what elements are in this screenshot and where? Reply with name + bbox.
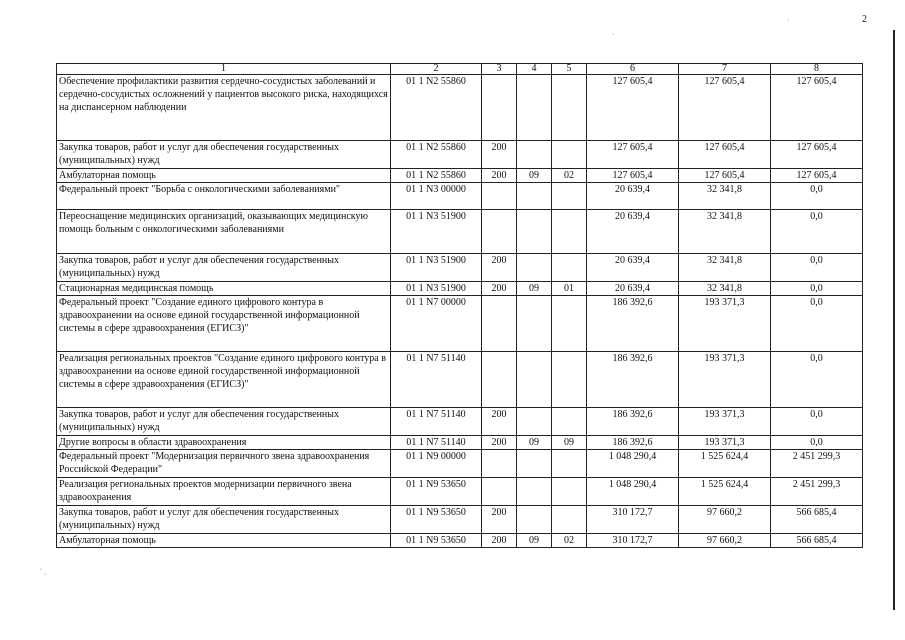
row-name-cell: Закупка товаров, работ и услуг для обеспечения государственных (муниципальных) нужд (57, 254, 391, 282)
row-value-2024-cell: 566 685,4 (771, 506, 863, 534)
row-expense-type-cell (482, 183, 517, 210)
row-section-cell (517, 210, 552, 254)
row-value-2023-cell: 193 371,3 (679, 436, 771, 450)
scan-speck: ׳ ˎ (40, 566, 47, 575)
row-value-2022-cell: 186 392,6 (587, 352, 679, 408)
row-value-2023-cell: 127 605,4 (679, 75, 771, 141)
row-code-cell: 01 1 N7 51140 (391, 352, 482, 408)
row-expense-type-cell: 200 (482, 254, 517, 282)
table-row (57, 169, 863, 183)
table-row (57, 478, 863, 506)
row-name-cell: Реализация региональных проектов "Создание единого цифрового контура в здравоохранении на основе единой государственной информационной системы в сфере здравоохранения (ЕГИСЗ)" (57, 352, 391, 408)
table-row (57, 296, 863, 352)
row-value-2023-cell: 1 525 624,4 (679, 478, 771, 506)
table-row (57, 254, 863, 282)
row-code-cell: 01 1 N3 51900 (391, 210, 482, 254)
row-code-cell: 01 1 N3 51900 (391, 254, 482, 282)
row-section-cell: 09 (517, 282, 552, 296)
row-code-cell: 01 1 N2 55860 (391, 141, 482, 169)
row-code-cell: 01 1 N3 51900 (391, 282, 482, 296)
budget-table (56, 63, 863, 548)
row-subsection-cell (552, 478, 587, 506)
row-value-2023-cell: 97 660,2 (679, 506, 771, 534)
table-row (57, 210, 863, 254)
row-value-2024-cell: 0,0 (771, 254, 863, 282)
row-value-2022-cell: 20 639,4 (587, 210, 679, 254)
header-cell: 2 (391, 64, 482, 75)
row-value-2022-cell: 127 605,4 (587, 141, 679, 169)
row-section-cell (517, 296, 552, 352)
header-cell: 5 (552, 64, 587, 75)
row-section-cell (517, 408, 552, 436)
row-section-cell (517, 450, 552, 478)
table-row (57, 75, 863, 141)
row-subsection-cell (552, 450, 587, 478)
table-row (57, 534, 863, 548)
row-section-cell: 09 (517, 534, 552, 548)
row-code-cell: 01 1 N7 51140 (391, 436, 482, 450)
row-value-2022-cell: 310 172,7 (587, 534, 679, 548)
row-subsection-cell: 09 (552, 436, 587, 450)
row-name-cell: Амбулаторная помощь (57, 534, 391, 548)
row-expense-type-cell: 200 (482, 506, 517, 534)
scan-speck: · (612, 30, 615, 39)
row-name-cell: Стационарная медицинская помощь (57, 282, 391, 296)
row-code-cell: 01 1 N9 53650 (391, 506, 482, 534)
row-value-2022-cell: 186 392,6 (587, 436, 679, 450)
row-expense-type-cell (482, 75, 517, 141)
row-subsection-cell: 02 (552, 169, 587, 183)
row-name-cell: Обеспечение профилактики развития сердечно-сосудистых заболеваний и сердечно-сосудистых осложнений у пациентов высокого риска, находящихся на диспансерном наблюдении (57, 75, 391, 141)
row-name-cell: Переоснащение медицинских организаций, оказывающих медицинскую помощь больным с онкологическими заболеваниями (57, 210, 391, 254)
row-value-2024-cell: 0,0 (771, 352, 863, 408)
row-value-2024-cell: 0,0 (771, 210, 863, 254)
table-row (57, 436, 863, 450)
row-section-cell: 09 (517, 436, 552, 450)
row-value-2023-cell: 32 341,8 (679, 183, 771, 210)
row-name-cell: Федеральный проект "Создание единого цифрового контура в здравоохранении на основе единой государственной информационной системы в сфере здравоохранения (ЕГИСЗ)" (57, 296, 391, 352)
row-value-2023-cell: 32 341,8 (679, 282, 771, 296)
row-code-cell: 01 1 N7 00000 (391, 296, 482, 352)
row-subsection-cell (552, 183, 587, 210)
row-expense-type-cell (482, 478, 517, 506)
row-name-cell: Федеральный проект "Борьба с онкологическими заболеваниями" (57, 183, 391, 210)
row-value-2023-cell: 32 341,8 (679, 210, 771, 254)
row-value-2022-cell: 1 048 290,4 (587, 478, 679, 506)
row-section-cell (517, 506, 552, 534)
header-cell: 7 (679, 64, 771, 75)
row-subsection-cell (552, 408, 587, 436)
row-value-2023-cell: 32 341,8 (679, 254, 771, 282)
table-header-row (57, 64, 863, 75)
row-value-2022-cell: 186 392,6 (587, 408, 679, 436)
row-value-2024-cell: 0,0 (771, 282, 863, 296)
row-name-cell: Закупка товаров, работ и услуг для обеспечения государственных (муниципальных) нужд (57, 506, 391, 534)
row-value-2023-cell: 1 525 624,4 (679, 450, 771, 478)
row-value-2023-cell: 193 371,3 (679, 296, 771, 352)
row-code-cell: 01 1 N3 00000 (391, 183, 482, 210)
row-value-2024-cell: 0,0 (771, 408, 863, 436)
row-value-2023-cell: 193 371,3 (679, 352, 771, 408)
row-value-2024-cell: 566 685,4 (771, 534, 863, 548)
page-number: 2 (862, 14, 867, 25)
scan-speck: · (787, 16, 790, 25)
row-code-cell: 01 1 N2 55860 (391, 169, 482, 183)
header-cell: 4 (517, 64, 552, 75)
row-value-2024-cell: 127 605,4 (771, 75, 863, 141)
row-section-cell (517, 478, 552, 506)
table-row (57, 141, 863, 169)
row-value-2022-cell: 1 048 290,4 (587, 450, 679, 478)
row-code-cell: 01 1 N9 53650 (391, 478, 482, 506)
table-row (57, 408, 863, 436)
header-cell: 6 (587, 64, 679, 75)
row-subsection-cell (552, 254, 587, 282)
row-expense-type-cell (482, 352, 517, 408)
row-expense-type-cell: 200 (482, 141, 517, 169)
row-section-cell (517, 352, 552, 408)
table-row (57, 450, 863, 478)
row-value-2024-cell: 0,0 (771, 183, 863, 210)
row-value-2024-cell: 2 451 299,3 (771, 478, 863, 506)
row-section-cell (517, 75, 552, 141)
row-name-cell: Закупка товаров, работ и услуг для обеспечения государственных (муниципальных) нужд (57, 408, 391, 436)
row-expense-type-cell (482, 296, 517, 352)
row-value-2022-cell: 20 639,4 (587, 282, 679, 296)
table-row (57, 282, 863, 296)
row-value-2023-cell: 193 371,3 (679, 408, 771, 436)
row-value-2024-cell: 2 451 299,3 (771, 450, 863, 478)
row-name-cell: Федеральный проект "Модернизация первичного звена здравоохранения Российской Федерации" (57, 450, 391, 478)
row-section-cell (517, 141, 552, 169)
row-value-2024-cell: 0,0 (771, 436, 863, 450)
row-value-2023-cell: 97 660,2 (679, 534, 771, 548)
row-value-2024-cell: 127 605,4 (771, 169, 863, 183)
header-cell: 8 (771, 64, 863, 75)
row-value-2024-cell: 0,0 (771, 296, 863, 352)
row-code-cell: 01 1 N9 53650 (391, 534, 482, 548)
row-value-2024-cell: 127 605,4 (771, 141, 863, 169)
row-subsection-cell: 02 (552, 534, 587, 548)
row-code-cell: 01 1 N2 55860 (391, 75, 482, 141)
row-expense-type-cell: 200 (482, 282, 517, 296)
row-expense-type-cell: 200 (482, 169, 517, 183)
table-row (57, 352, 863, 408)
row-name-cell: Амбулаторная помощь (57, 169, 391, 183)
row-expense-type-cell: 200 (482, 534, 517, 548)
row-value-2022-cell: 186 392,6 (587, 296, 679, 352)
row-code-cell: 01 1 N7 51140 (391, 408, 482, 436)
row-subsection-cell (552, 141, 587, 169)
row-value-2022-cell: 127 605,4 (587, 75, 679, 141)
row-expense-type-cell (482, 210, 517, 254)
row-value-2022-cell: 127 605,4 (587, 169, 679, 183)
table-row (57, 506, 863, 534)
row-subsection-cell: 01 (552, 282, 587, 296)
row-subsection-cell (552, 75, 587, 141)
scan-edge-line (893, 30, 895, 610)
row-value-2023-cell: 127 605,4 (679, 169, 771, 183)
row-expense-type-cell: 200 (482, 408, 517, 436)
row-name-cell: Закупка товаров, работ и услуг для обеспечения государственных (муниципальных) нужд (57, 141, 391, 169)
row-code-cell: 01 1 N9 00000 (391, 450, 482, 478)
row-expense-type-cell: 200 (482, 436, 517, 450)
row-value-2022-cell: 20 639,4 (587, 254, 679, 282)
row-name-cell: Реализация региональных проектов модернизации первичного звена здравоохранения (57, 478, 391, 506)
row-subsection-cell (552, 210, 587, 254)
header-cell: 1 (57, 64, 391, 75)
row-subsection-cell (552, 352, 587, 408)
row-value-2022-cell: 310 172,7 (587, 506, 679, 534)
row-value-2022-cell: 20 639,4 (587, 183, 679, 210)
row-section-cell (517, 254, 552, 282)
row-section-cell (517, 183, 552, 210)
row-name-cell: Другие вопросы в области здравоохранения (57, 436, 391, 450)
row-subsection-cell (552, 506, 587, 534)
row-section-cell: 09 (517, 169, 552, 183)
row-expense-type-cell (482, 450, 517, 478)
row-subsection-cell (552, 296, 587, 352)
row-value-2023-cell: 127 605,4 (679, 141, 771, 169)
table-row (57, 183, 863, 210)
header-cell: 3 (482, 64, 517, 75)
